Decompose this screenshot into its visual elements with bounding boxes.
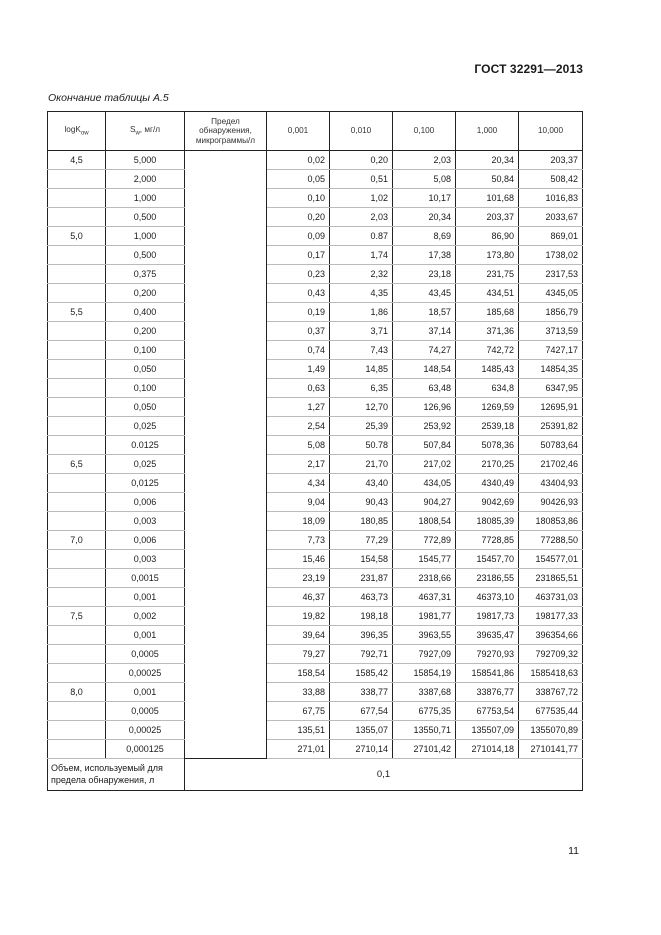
table-row [48,626,583,645]
cell-logk [48,417,106,436]
cell-value-2: 0,51 [330,170,393,189]
cell-value-3: 43,45 [393,284,456,303]
cell-value-4: 135507,09 [456,721,519,740]
cell-value-5: 7427,17 [519,341,583,360]
detection-limit-table [47,111,583,791]
cell-value-5: 338767,72 [519,683,583,702]
cell-value-3: 4637,31 [393,588,456,607]
cell-value-4: 4340,49 [456,474,519,493]
cell-logk [48,189,106,208]
cell-value-2: 180,85 [330,512,393,531]
cell-value-4: 1269,59 [456,398,519,417]
table-row [48,170,583,189]
cell-value-1: 15,46 [267,550,330,569]
cell-value-4: 203,37 [456,208,519,227]
table-row [48,417,583,436]
cell-value-4: 19817,73 [456,607,519,626]
cell-logk: 5,0 [48,227,106,246]
table-row [48,607,583,626]
cell-logk [48,379,106,398]
cell-value-3: 37,14 [393,322,456,341]
cell-value-3: 23,18 [393,265,456,284]
cell-value-2: 90,43 [330,493,393,512]
cell-value-1: 0,23 [267,265,330,284]
cell-value-5: 77288,50 [519,531,583,550]
cell-solubility: 1,000 [106,227,185,246]
cell-value-5: 4345,05 [519,284,583,303]
cell-value-3: 1808,54 [393,512,456,531]
cell-solubility: 0,0005 [106,645,185,664]
cell-logk [48,474,106,493]
cell-logk [48,398,106,417]
cell-logk: 4,5 [48,151,106,170]
cell-value-2: 0.87 [330,227,393,246]
table-row [48,379,583,398]
cell-value-2: 4,35 [330,284,393,303]
cell-value-5: 43404,93 [519,474,583,493]
cell-value-2: 2710,14 [330,740,393,759]
cell-value-1: 5,08 [267,436,330,455]
cell-value-3: 3963,55 [393,626,456,645]
cell-solubility: 0,003 [106,512,185,531]
cell-value-1: 23,19 [267,569,330,588]
cell-value-1: 0,74 [267,341,330,360]
cell-value-4: 185,68 [456,303,519,322]
cell-value-1: 0,09 [267,227,330,246]
table-row [48,265,583,284]
table-row [48,721,583,740]
header-conc-1: 0,001 [267,112,330,151]
cell-value-4: 23186,55 [456,569,519,588]
cell-solubility: 0,200 [106,284,185,303]
cell-value-5: 14854,35 [519,360,583,379]
cell-value-2: 12,70 [330,398,393,417]
cell-value-1: 158,54 [267,664,330,683]
cell-value-4: 101,68 [456,189,519,208]
cell-value-3: 253,92 [393,417,456,436]
cell-logk [48,360,106,379]
cell-solubility: 0,025 [106,417,185,436]
page-number: 11 [568,845,579,857]
cell-value-3: 8,69 [393,227,456,246]
cell-solubility: 0,025 [106,455,185,474]
cell-value-3: 507,84 [393,436,456,455]
cell-value-4: 231,75 [456,265,519,284]
cell-value-1: 0,02 [267,151,330,170]
cell-value-1: 0,43 [267,284,330,303]
cell-value-5: 21702,46 [519,455,583,474]
cell-solubility: 0,200 [106,322,185,341]
cell-value-4: 9042,69 [456,493,519,512]
cell-value-3: 2318,66 [393,569,456,588]
cell-value-2: 1,02 [330,189,393,208]
table-row [48,702,583,721]
cell-value-3: 15854,19 [393,664,456,683]
cell-value-2: 231,87 [330,569,393,588]
cell-value-3: 1545,77 [393,550,456,569]
cell-value-4: 67753,54 [456,702,519,721]
cell-value-5: 3713,59 [519,322,583,341]
cell-value-4: 18085,39 [456,512,519,531]
cell-value-5: 2710141,77 [519,740,583,759]
cell-solubility: 0,400 [106,303,185,322]
cell-value-1: 33,88 [267,683,330,702]
cell-solubility: 0,006 [106,531,185,550]
cell-logk: 7,5 [48,607,106,626]
cell-solubility: 0,0015 [106,569,185,588]
table-row [48,341,583,360]
cell-solubility: 0,002 [106,607,185,626]
cell-value-2: 1355,07 [330,721,393,740]
header-detection-limit: Предел обнаружения, микрограммы/л [185,112,267,151]
header-conc-5: 10,000 [519,112,583,151]
cell-solubility: 0,0005 [106,702,185,721]
cell-solubility: 0,001 [106,626,185,645]
table-row [48,550,583,569]
cell-detection-limit-blank [185,151,267,759]
document-header: ГОСТ 32291—2013 [474,62,583,76]
table-row [48,246,583,265]
cell-value-5: 1355070,89 [519,721,583,740]
table-row [48,645,583,664]
cell-value-5: 12695,91 [519,398,583,417]
cell-value-5: 396354,66 [519,626,583,645]
cell-value-2: 677,54 [330,702,393,721]
cell-value-2: 6,35 [330,379,393,398]
table-row [48,436,583,455]
cell-value-5: 1738,02 [519,246,583,265]
cell-value-3: 5,08 [393,170,456,189]
cell-value-5: 90426,93 [519,493,583,512]
cell-value-3: 434,05 [393,474,456,493]
cell-solubility: 0,100 [106,379,185,398]
cell-logk [48,550,106,569]
cell-logk [48,341,106,360]
cell-value-2: 50.78 [330,436,393,455]
cell-value-5: 180853,86 [519,512,583,531]
cell-value-1: 46,37 [267,588,330,607]
cell-value-1: 0,10 [267,189,330,208]
cell-value-2: 338,77 [330,683,393,702]
volume-label: Объем, используемый для предела обнаружения, л [48,759,185,791]
cell-solubility: 0,375 [106,265,185,284]
cell-value-1: 0,19 [267,303,330,322]
cell-value-2: 396,35 [330,626,393,645]
cell-value-2: 1,74 [330,246,393,265]
cell-value-5: 508,42 [519,170,583,189]
cell-solubility: 2,000 [106,170,185,189]
cell-solubility: 1,000 [106,189,185,208]
table-row [48,531,583,550]
cell-solubility: 0,050 [106,398,185,417]
cell-solubility: 0,00025 [106,721,185,740]
cell-value-4: 158541,86 [456,664,519,683]
cell-value-2: 463,73 [330,588,393,607]
cell-value-2: 1585,42 [330,664,393,683]
cell-logk [48,588,106,607]
cell-logk [48,721,106,740]
cell-value-3: 17,38 [393,246,456,265]
header-logk: logK$_{ow}$ [48,112,106,151]
cell-value-2: 7,43 [330,341,393,360]
cell-solubility: 0,001 [106,588,185,607]
cell-value-5: 1856,79 [519,303,583,322]
cell-logk [48,493,106,512]
cell-value-4: 5078,36 [456,436,519,455]
cell-value-1: 0,20 [267,208,330,227]
cell-value-2: 77,29 [330,531,393,550]
table-row [48,189,583,208]
cell-value-3: 772,89 [393,531,456,550]
table-row [48,683,583,702]
cell-value-4: 79270,93 [456,645,519,664]
cell-value-4: 173,80 [456,246,519,265]
cell-value-5: 792709,32 [519,645,583,664]
volume-value: 0,1 [185,759,583,791]
cell-value-2: 154,58 [330,550,393,569]
cell-value-2: 43,40 [330,474,393,493]
cell-solubility: 0,0125 [106,474,185,493]
cell-value-4: 742,72 [456,341,519,360]
cell-value-3: 1981,77 [393,607,456,626]
table-row [48,664,583,683]
table-caption: Окончание таблицы А.5 [48,92,169,104]
cell-value-1: 2,54 [267,417,330,436]
cell-value-5: 50783,64 [519,436,583,455]
cell-solubility: 0,001 [106,683,185,702]
cell-value-3: 6775,35 [393,702,456,721]
header-conc-3: 0,100 [393,112,456,151]
cell-solubility: 0,000125 [106,740,185,759]
cell-value-4: 271014,18 [456,740,519,759]
cell-value-1: 79,27 [267,645,330,664]
cell-logk: 6,5 [48,455,106,474]
cell-value-3: 27101,42 [393,740,456,759]
cell-logk: 7,0 [48,531,106,550]
cell-value-3: 217,02 [393,455,456,474]
cell-value-5: 463731,03 [519,588,583,607]
cell-value-2: 14,85 [330,360,393,379]
cell-logk [48,702,106,721]
cell-value-5: 154577,01 [519,550,583,569]
table-header-row [48,112,583,151]
cell-solubility: 0,100 [106,341,185,360]
cell-value-1: 4,34 [267,474,330,493]
cell-value-3: 10,17 [393,189,456,208]
table-row [48,493,583,512]
cell-logk [48,512,106,531]
cell-logk [48,170,106,189]
cell-value-1: 19,82 [267,607,330,626]
cell-logk [48,740,106,759]
cell-value-4: 7728,85 [456,531,519,550]
cell-solubility: 0,500 [106,208,185,227]
cell-value-2: 21,70 [330,455,393,474]
table-row [48,151,583,170]
cell-value-5: 6347,95 [519,379,583,398]
table-row [48,284,583,303]
cell-value-3: 74,27 [393,341,456,360]
cell-logk: 5,5 [48,303,106,322]
table-row [48,569,583,588]
cell-value-3: 18,57 [393,303,456,322]
cell-value-3: 2,03 [393,151,456,170]
cell-value-3: 148,54 [393,360,456,379]
cell-value-2: 0,20 [330,151,393,170]
cell-value-1: 39,64 [267,626,330,645]
cell-value-2: 1,86 [330,303,393,322]
cell-value-4: 371,36 [456,322,519,341]
cell-value-1: 9,04 [267,493,330,512]
cell-value-5: 25391,82 [519,417,583,436]
cell-value-3: 904,27 [393,493,456,512]
cell-value-4: 86,90 [456,227,519,246]
cell-value-1: 1,49 [267,360,330,379]
table-row [48,227,583,246]
cell-solubility: 0,003 [106,550,185,569]
cell-value-5: 869,01 [519,227,583,246]
cell-value-1: 135,51 [267,721,330,740]
cell-logk [48,569,106,588]
cell-value-3: 63,48 [393,379,456,398]
cell-logk [48,208,106,227]
cell-value-5: 2317,53 [519,265,583,284]
cell-value-2: 2,32 [330,265,393,284]
table-row [48,208,583,227]
cell-solubility: 0,500 [106,246,185,265]
table-row [48,740,583,759]
table-row [48,588,583,607]
cell-solubility: 0.0125 [106,436,185,455]
cell-value-5: 198177,33 [519,607,583,626]
cell-value-4: 46373,10 [456,588,519,607]
table-row [48,303,583,322]
cell-value-4: 50,84 [456,170,519,189]
cell-value-5: 1585418,63 [519,664,583,683]
cell-value-1: 18,09 [267,512,330,531]
table-row [48,360,583,379]
cell-value-5: 677535,44 [519,702,583,721]
cell-logk: 8,0 [48,683,106,702]
cell-value-1: 67,75 [267,702,330,721]
cell-value-2: 792,71 [330,645,393,664]
cell-value-5: 1016,83 [519,189,583,208]
cell-value-4: 15457,70 [456,550,519,569]
cell-value-5: 2033,67 [519,208,583,227]
cell-value-1: 271,01 [267,740,330,759]
table-row [48,474,583,493]
cell-value-2: 25,39 [330,417,393,436]
cell-value-3: 126,96 [393,398,456,417]
cell-solubility: 5,000 [106,151,185,170]
cell-logk [48,436,106,455]
cell-value-4: 1485,43 [456,360,519,379]
table-row [48,322,583,341]
cell-value-1: 7,73 [267,531,330,550]
cell-solubility: 0,006 [106,493,185,512]
cell-value-1: 2,17 [267,455,330,474]
cell-logk [48,265,106,284]
table-row [48,398,583,417]
cell-value-3: 7927,09 [393,645,456,664]
cell-logk [48,664,106,683]
cell-value-2: 2,03 [330,208,393,227]
cell-logk [48,322,106,341]
cell-value-3: 20,34 [393,208,456,227]
cell-value-5: 231865,51 [519,569,583,588]
cell-value-1: 0,63 [267,379,330,398]
cell-value-3: 3387,68 [393,683,456,702]
cell-value-4: 33876,77 [456,683,519,702]
header-solubility: $S_w$, мг/л [106,112,185,151]
table-row [48,455,583,474]
cell-value-2: 3,71 [330,322,393,341]
cell-value-4: 434,51 [456,284,519,303]
cell-value-5: 203,37 [519,151,583,170]
cell-value-4: 2539,18 [456,417,519,436]
cell-logk [48,284,106,303]
volume-row [48,759,583,791]
cell-value-1: 0,17 [267,246,330,265]
cell-value-1: 1,27 [267,398,330,417]
cell-value-4: 20,34 [456,151,519,170]
header-conc-4: 1,000 [456,112,519,151]
cell-logk [48,246,106,265]
cell-value-4: 39635,47 [456,626,519,645]
cell-logk [48,645,106,664]
cell-solubility: 0,050 [106,360,185,379]
table-row [48,512,583,531]
cell-value-4: 634,8 [456,379,519,398]
cell-logk [48,626,106,645]
cell-solubility: 0,00025 [106,664,185,683]
cell-value-2: 198,18 [330,607,393,626]
cell-value-4: 2170,25 [456,455,519,474]
cell-value-1: 0,05 [267,170,330,189]
cell-value-1: 0,37 [267,322,330,341]
cell-value-3: 13550,71 [393,721,456,740]
header-conc-2: 0,010 [330,112,393,151]
